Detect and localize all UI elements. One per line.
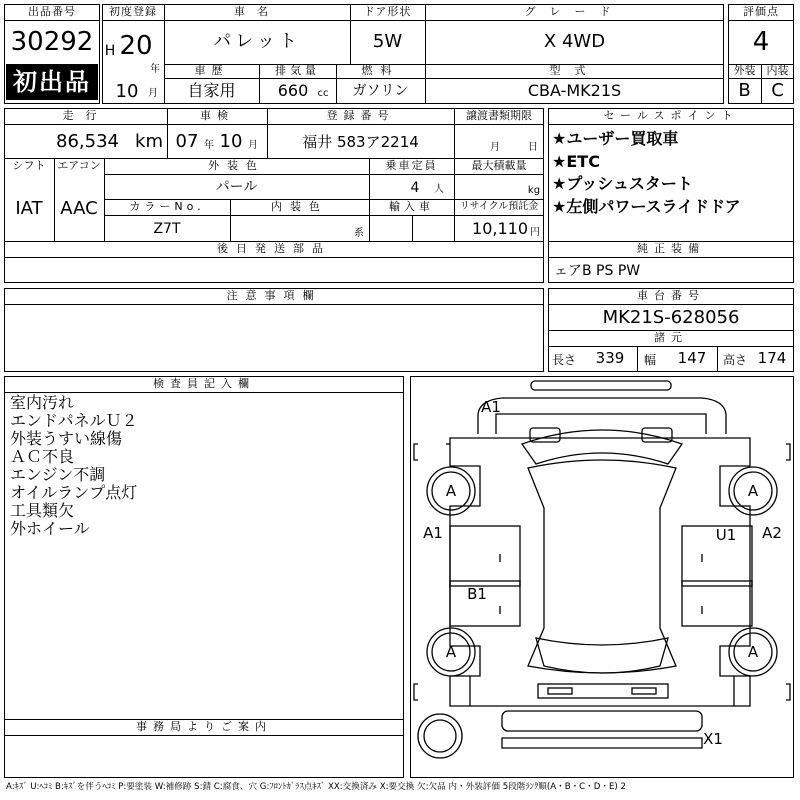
legend-line: A:ｷｽﾞ U:ﾍｺﾐ B:ｷｽﾞを伴うﾍｺﾐ P:要塗装 W:補修跡 S:錆 C:腐食、穴 G:ﾌﾛﾝﾄｶﾞﾗｽ点ｷｽﾞ XX:交換済み X:要交換 欠:欠品 内・外装評価 5段階ﾗﾝｸ順(A・B・C・D・E) 2 <box>6 782 626 792</box>
first-reg-month: 10 <box>115 81 139 102</box>
equipment-label: 純正装備 <box>637 242 705 255</box>
grade: X 4WD <box>543 31 606 52</box>
inspector-line: 室内汚れ <box>10 393 75 412</box>
mark-b1: B1 <box>467 585 487 603</box>
model-label: 型式 <box>549 64 600 77</box>
inspector-line: 外装うすい線傷 <box>10 429 123 448</box>
chassis-number: MK21S-628056 <box>602 307 740 328</box>
score-label: 評価点 <box>743 5 779 18</box>
spec-label: 諸元 <box>654 331 688 344</box>
ext-color: パール <box>215 179 258 195</box>
height-label: 高さ <box>722 353 747 367</box>
first-listing-badge <box>6 64 98 100</box>
inspection-label: 車検 <box>200 109 234 122</box>
sales-point-item: ★プッシュスタート <box>552 174 693 193</box>
shift-label: シフト <box>12 159 46 172</box>
capacity-unit: 人 <box>434 184 444 195</box>
inspector-line: エンジン不調 <box>10 465 106 484</box>
mark-wheel-rl: A <box>445 643 457 661</box>
first-listing-text: 初出品 <box>13 68 91 96</box>
inspector-line: 外ホイール <box>10 519 90 538</box>
color-no-label: カラーNo. <box>129 200 205 213</box>
ext-color-label: 外装色 <box>208 159 265 172</box>
car-name-label: 車名 <box>234 5 280 18</box>
history-label: 車歴 <box>194 64 229 77</box>
first-reg-year: 20 <box>119 31 153 61</box>
reg-number-label: 登録番号 <box>326 109 395 122</box>
inspector-line: ＡＣ不良 <box>10 447 75 466</box>
mark-wheel-fl: A <box>445 482 457 500</box>
fuel: ガソリン <box>352 83 409 99</box>
max-load-label: 最大積載量 <box>471 159 527 172</box>
inspector-line: オイルランプ点灯 <box>10 483 138 502</box>
month-unit: 月 <box>148 88 158 99</box>
displacement-unit: cc <box>317 88 329 99</box>
transfer-day-unit: 日 <box>528 142 538 153</box>
length-label: 長さ <box>552 353 577 367</box>
office-label: 事務局よりご案内 <box>136 720 272 733</box>
first-reg-label: 初度登録 <box>109 5 157 18</box>
car-outline-diagram <box>410 376 794 778</box>
interior-grade: C <box>771 80 784 101</box>
interior-grade-label: 内装 <box>766 64 789 77</box>
model-code: CBA-MK21S <box>527 81 622 100</box>
inspector-line: エンドパネルＵ２ <box>10 411 138 430</box>
score: 4 <box>752 27 770 57</box>
capacity: 4 <box>410 180 420 196</box>
shift: IAT <box>15 198 43 219</box>
ac-label: エアコン <box>57 159 101 172</box>
fuel-label: 燃料 <box>361 64 400 77</box>
mark-a2: A2 <box>762 524 782 542</box>
inspector-line: 工具類欠 <box>10 501 75 520</box>
era: H <box>104 43 116 59</box>
transfer-month-unit: 月 <box>490 142 500 153</box>
width: 147 <box>677 349 707 367</box>
recycle-unit: 円 <box>530 227 540 238</box>
color-no: Z7T <box>153 221 181 237</box>
mileage: 86,534 <box>56 131 119 152</box>
ac: AAC <box>60 198 98 219</box>
history: 自家用 <box>187 81 236 100</box>
lot-number: 30292 <box>10 27 94 57</box>
displacement: 660 <box>277 81 309 100</box>
mark-wheel-fr: A <box>747 482 759 500</box>
int-color-label: 内装色 <box>271 200 328 213</box>
lot-number-label: 出品番号 <box>28 5 76 18</box>
chassis-label: 車台番号 <box>637 289 705 302</box>
recycle-label: リサイクル預託金 <box>459 201 539 212</box>
max-load-unit: kg <box>527 185 541 196</box>
import-label: 輸入車 <box>389 200 434 213</box>
int-color-unit: 系 <box>354 228 364 239</box>
car-name: パレット <box>213 31 301 52</box>
door-type: 5W <box>372 31 403 52</box>
capacity-label: 乗車定員 <box>385 159 438 172</box>
reg-number: 福井 583ア2214 <box>302 133 419 151</box>
mark-wheel-rr: A <box>747 643 759 661</box>
sales-point-item: ★ユーザー買取車 <box>552 129 679 148</box>
inspection-year-unit: 年 <box>204 140 214 151</box>
mark-x1: X1 <box>703 730 723 748</box>
exterior-grade: B <box>738 80 751 101</box>
inspector-label: 検査員記入欄 <box>153 377 255 390</box>
mileage-label: 走行 <box>62 109 109 122</box>
inspection-year: 07 <box>175 131 199 152</box>
transfer-deadline-label: 譲渡書類期限 <box>466 109 532 122</box>
length: 339 <box>595 349 625 367</box>
grade-label: グレード <box>524 5 625 18</box>
sales-points-list <box>552 128 792 218</box>
door-label: ドア形状 <box>363 5 412 18</box>
equipment-value: ェアB PS PW <box>554 263 641 279</box>
recycle-fee: 10,110 <box>472 219 528 238</box>
inspection-month: 10 <box>219 131 243 152</box>
mark-u1: U1 <box>715 526 737 544</box>
exterior-grade-label: 外装 <box>733 64 756 77</box>
inspector-notes <box>10 394 400 538</box>
later-parts-label: 後日発送部品 <box>217 242 331 255</box>
width-label: 幅 <box>643 353 656 367</box>
notes-label: 注意事項欄 <box>226 289 322 302</box>
mileage-unit: km <box>135 131 163 152</box>
height: 174 <box>757 349 787 367</box>
mark-a1-top: A1 <box>481 398 501 416</box>
sales-points-label: セールスポイント <box>603 109 739 122</box>
displacement-label: 排気量 <box>275 64 320 77</box>
inspection-month-unit: 月 <box>248 140 258 151</box>
sales-point-item: ★左側パワースライドドア <box>552 196 741 216</box>
mark-a1-left: A1 <box>423 524 443 542</box>
sales-point-item: ★ETC <box>552 151 600 171</box>
year-unit: 年 <box>150 64 160 75</box>
